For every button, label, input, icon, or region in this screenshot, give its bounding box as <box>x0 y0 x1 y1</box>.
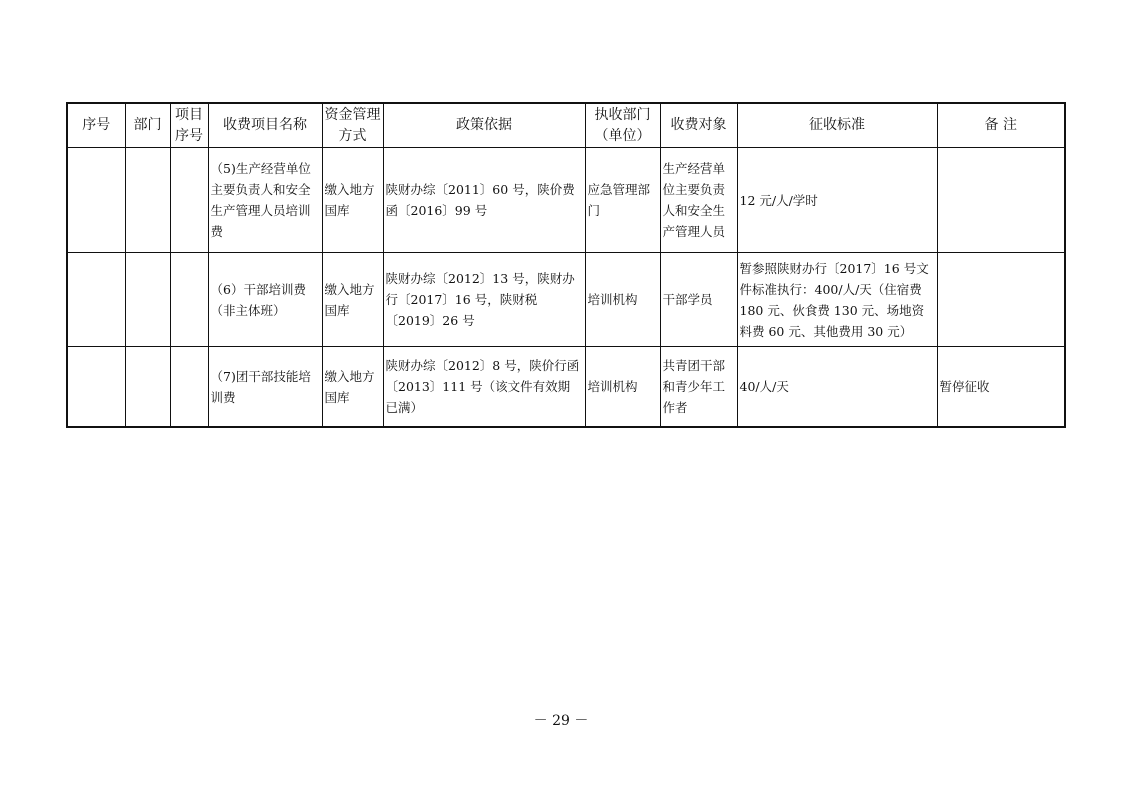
header-fee-standard: 征收标准 <box>737 103 937 148</box>
cell-item-no <box>170 253 208 347</box>
cell-dept <box>125 347 170 428</box>
cell-fee-standard: 40/人/天 <box>737 347 937 428</box>
cell-remark <box>937 148 1065 253</box>
header-remark: 备 注 <box>937 103 1065 148</box>
cell-fee-name: （6）干部培训费（非主体班） <box>208 253 322 347</box>
header-dept: 部门 <box>125 103 170 148</box>
header-fee-target: 收费对象 <box>660 103 737 148</box>
cell-dept <box>125 148 170 253</box>
header-collecting-agency: 执收部门（单位） <box>585 103 660 148</box>
cell-item-no <box>170 148 208 253</box>
table-row <box>67 253 1065 347</box>
cell-fund-management: 缴入地方国库 <box>322 148 383 253</box>
cell-collecting-agency: 培训机构 <box>585 253 660 347</box>
cell-seq <box>67 148 125 253</box>
header-fee-name: 收费项目名称 <box>208 103 322 148</box>
fee-table <box>66 102 1066 428</box>
cell-fee-name: （5)生产经营单位主要负责人和安全生产管理人员培训费 <box>208 148 322 253</box>
header-item-no: 项目序号 <box>170 103 208 148</box>
cell-remark: 暂停征收 <box>937 347 1065 428</box>
cell-collecting-agency: 培训机构 <box>585 347 660 428</box>
cell-fee-name: （7)团干部技能培训费 <box>208 347 322 428</box>
header-seq: 序号 <box>67 103 125 148</box>
header-policy-basis: 政策依据 <box>383 103 585 148</box>
cell-policy-basis: 陕财办综〔2012〕8 号，陕价行函〔2013〕111 号（该文件有效期已满） <box>383 347 585 428</box>
cell-fee-standard: 暂参照陕财办行〔2017〕16 号文件标准执行：400/人/天（住宿费 180 元、伙食费 130 元、场地资料费 60 元、其他费用 30 元） <box>737 253 937 347</box>
cell-seq <box>67 253 125 347</box>
table-row <box>67 148 1065 253</box>
cell-policy-basis: 陕财办综〔2012〕13 号，陕财办行〔2017〕16 号，陕财税〔2019〕26 号 <box>383 253 585 347</box>
cell-fee-target: 干部学员 <box>660 253 737 347</box>
cell-fee-target: 生产经营单位主要负责人和安全生产管理人员 <box>660 148 737 253</box>
cell-policy-basis: 陕财办综〔2011〕60 号，陕价费函〔2016〕99 号 <box>383 148 585 253</box>
cell-fund-management: 缴入地方国库 <box>322 253 383 347</box>
page-number: － 29 － <box>533 713 589 729</box>
cell-item-no <box>170 347 208 428</box>
header-row <box>67 103 1065 148</box>
cell-fee-standard: 12 元/人/学时 <box>737 148 937 253</box>
cell-dept <box>125 253 170 347</box>
cell-fund-management: 缴入地方国库 <box>322 347 383 428</box>
cell-collecting-agency: 应急管理部门 <box>585 148 660 253</box>
header-fund-management: 资金管理方式 <box>322 103 383 148</box>
cell-remark <box>937 253 1065 347</box>
cell-seq <box>67 347 125 428</box>
cell-fee-target: 共青团干部和青少年工作者 <box>660 347 737 428</box>
table-row <box>67 347 1065 428</box>
